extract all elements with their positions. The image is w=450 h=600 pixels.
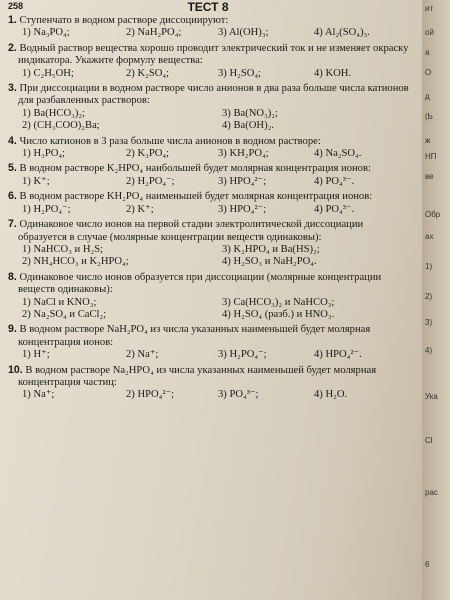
answer-option: 3) PO₄³⁻; [218, 389, 259, 401]
question-statement: Водный раствор вещества хорошо проводит электрический ток и не изменяет окраску индикатора. Укажите формулу вещества: [18, 42, 409, 67]
question-statement: Одинаковое число ионов на первой стадии электролитической диссоциации образуется в случае (молярные концентрации веществ одинаковы): [18, 219, 364, 243]
question-text [8, 364, 412, 390]
side-text-fragment: д [425, 92, 430, 101]
answer-option: 4) H₂SO₃ и NaH₂PO₄. [222, 256, 317, 268]
answer-row [8, 297, 412, 309]
answer-option: 1) Na₃PO₄; [22, 27, 70, 39]
answer-row [8, 349, 412, 361]
side-text-fragment: ит [425, 4, 434, 13]
question-number: 7. [8, 218, 17, 231]
answer-row [8, 148, 412, 160]
side-text-fragment: (Ь [425, 112, 433, 121]
question [8, 190, 412, 216]
question [8, 218, 412, 269]
answer-option: 4) PO₄³⁻. [314, 175, 355, 187]
side-text-fragment: 4) [425, 346, 433, 355]
answer-option: 1) H⁺; [22, 349, 50, 361]
question-number: 4. [8, 134, 17, 147]
answer-option: 3) Al(OH)₃; [218, 27, 269, 39]
question-text [8, 271, 412, 297]
side-text-fragment: 3) [425, 318, 433, 327]
test-title: ТЕСТ 8 [187, 0, 229, 14]
question [8, 364, 412, 402]
answer-row [8, 108, 412, 120]
answer-option: 1) C₂H₅OH; [22, 67, 74, 79]
answer-option: 3) H₂SO₄; [218, 67, 261, 79]
side-text-fragment: рас [425, 488, 438, 497]
question-text [8, 82, 412, 108]
side-text-fragment: 6 [425, 560, 430, 569]
question-text [8, 135, 412, 148]
answer-option: 4) Al₂(SO₄)₃. [314, 27, 370, 39]
answer-option: 3) Ba(NO₃)₂; [222, 107, 278, 119]
question-number: 1. [8, 14, 17, 26]
question-statement: Число катионов в 3 раза больше числа анионов в водном растворе: [19, 135, 321, 147]
answer-option: 4) PO₄³⁻. [314, 203, 355, 215]
question-number: 8. [8, 270, 17, 283]
answer-option: 3) K₂HPO₄ и Ba(HS)₂; [222, 243, 320, 255]
question [8, 42, 412, 80]
answer-option: 4) Na₂SO₄. [314, 148, 362, 160]
answer-option: 1) Ba(HCO₃)₂; [22, 107, 85, 119]
question-statement: В водном растворе KH₂PO₄ наименьшей будет молярная концентрация ионов: [19, 191, 373, 203]
question-text [8, 218, 412, 244]
question-text [8, 323, 412, 349]
answer-row [8, 256, 412, 268]
answer-option: 3) KH₂PO₄; [218, 148, 269, 160]
question-number: 9. [8, 323, 17, 336]
side-text-fragment: Ука [425, 392, 438, 401]
question-number: 5. [8, 162, 17, 175]
answer-option: 4) Ba(OH)₂. [222, 120, 274, 132]
answer-option: 4) HPO₄²⁻. [314, 349, 362, 361]
question-statement: Одинаковое число ионов образуется при диссоциации (молярные концентрации веществ одинаковы): [18, 271, 382, 296]
answer-option: 2) K₃PO₄; [126, 148, 169, 160]
answer-row [8, 120, 412, 132]
page-header [8, 0, 408, 14]
question-text [8, 190, 412, 203]
answer-row [8, 389, 412, 401]
answer-option: 2) K₂SO₄; [126, 67, 169, 79]
side-text-fragment: 1) [425, 262, 433, 271]
question-number: 2. [8, 41, 17, 54]
answer-option: 2) NH₄HCO₃ и K₂HPO₄; [22, 256, 129, 268]
question [8, 323, 412, 361]
question-number: 10. [8, 363, 23, 376]
question [8, 162, 412, 188]
answer-option: 2) H₂PO₄⁻; [126, 175, 175, 187]
answer-option: 1) H₂PO₄⁻; [22, 203, 71, 215]
answer-option: 1) NaHCO₃ и H₂S; [22, 243, 104, 255]
adjacent-page-edge [422, 0, 450, 600]
answer-option: 1) H₃PO₄; [22, 148, 65, 160]
answer-option: 2) Na₂SO₄ и CaCl₂; [22, 308, 107, 320]
answer-option: 2) HPO₄²⁻; [126, 389, 175, 401]
question-statement: В водном растворе K₂HPO₄ наибольшей будет молярная концентрация ионов: [19, 163, 371, 175]
side-text-fragment: а [425, 48, 430, 57]
side-text-fragment: ах [425, 232, 434, 241]
page-number: 258 [8, 1, 24, 11]
answer-option: 4) H₂SO₄ (разб.) и HNO₃. [222, 308, 335, 320]
answer-option: 2) NaH₂PO₄; [126, 27, 182, 39]
question-statement: Ступенчато в водном растворе диссоциируют: [19, 15, 229, 26]
answer-option: 2) (CH₃COO)₂Ba; [22, 120, 100, 132]
question-number: 6. [8, 190, 17, 203]
question-statement: При диссоциации в водном растворе число анионов в два раза больше числа катионов для разбавленных растворов: [18, 83, 409, 107]
side-text-fragment: НП [425, 152, 437, 161]
answer-option: 3) HPO₄²⁻; [218, 203, 267, 215]
question [8, 271, 412, 322]
side-text-fragment: ж [425, 136, 431, 145]
answer-option: 2) K⁺; [126, 203, 154, 215]
side-text-fragment: ве [425, 172, 434, 181]
question-statement: В водном растворе Na₂HPO₄ из числа указанных наименьшей будет молярная концентрация частиц: [18, 364, 377, 388]
side-text-fragment: O [425, 68, 432, 77]
question-number: 3. [8, 82, 17, 95]
question-list [8, 14, 412, 404]
answer-option: 3) Ca(HCO₃)₂ и NaHCO₃; [222, 296, 335, 308]
question-statement: В водном растворе NaH₂PO₄ из числа указанных наименьшей будет молярная концентрация ионов: [18, 324, 371, 348]
question-text [8, 162, 412, 175]
answer-row [8, 309, 412, 321]
question-text [8, 14, 412, 27]
answer-option: 4) KOH. [314, 67, 352, 79]
answer-row [8, 204, 412, 216]
question [8, 14, 412, 40]
answer-option: 1) NaCl и KNO₃; [22, 296, 97, 308]
answer-option: 4) H₂O. [314, 389, 348, 401]
side-text-fragment: 2) [425, 292, 433, 301]
answer-option: 1) K⁺; [22, 175, 50, 187]
answer-option: 1) Na⁺; [22, 389, 55, 401]
question [8, 82, 412, 133]
answer-row [8, 176, 412, 188]
answer-option: 2) Na⁺; [126, 349, 159, 361]
question-text [8, 42, 412, 68]
side-text-fragment: Cl [425, 436, 433, 445]
answer-row [8, 27, 412, 39]
side-text-fragment: ой [425, 28, 434, 37]
answer-option: 3) H₂PO₄⁻; [218, 349, 267, 361]
answer-row [8, 244, 412, 256]
answer-option: 3) HPO₄²⁻; [218, 175, 267, 187]
side-text-fragment: Обр [425, 210, 441, 219]
question [8, 135, 412, 161]
answer-row [8, 68, 412, 80]
